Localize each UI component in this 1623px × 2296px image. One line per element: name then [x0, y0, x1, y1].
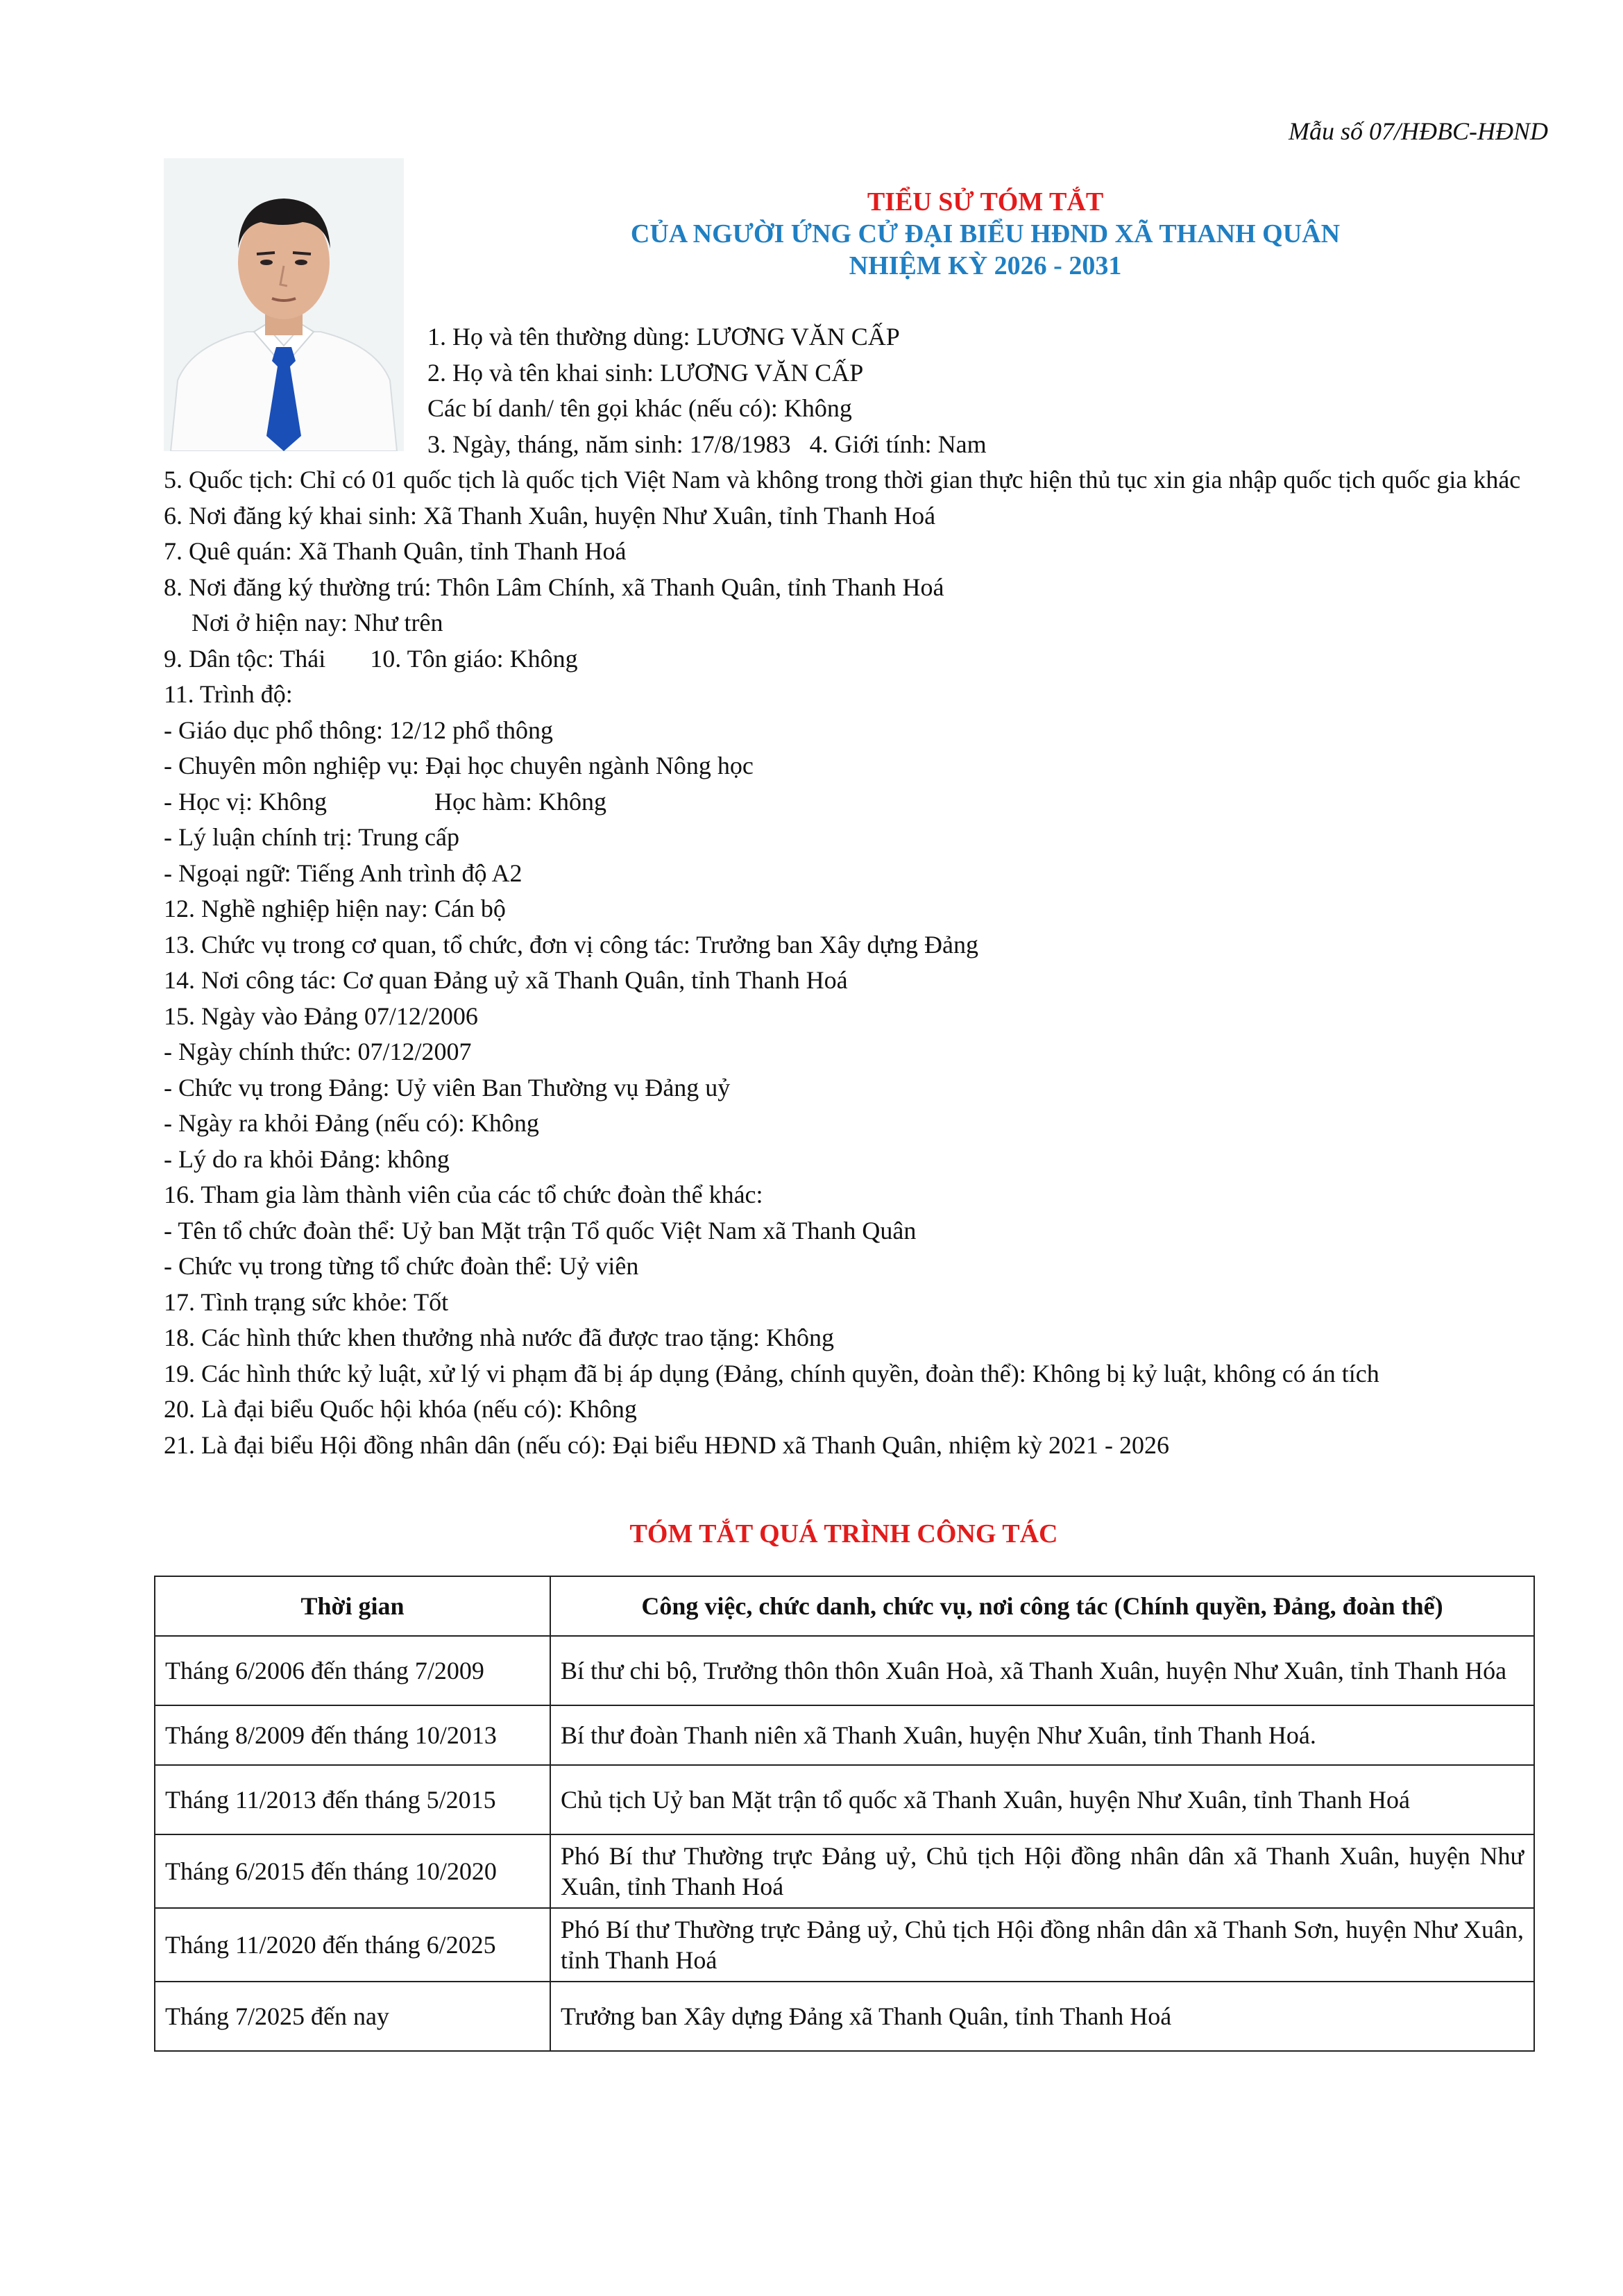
title-line-3: NHIỆM KỲ 2026 - 2031	[849, 251, 1122, 280]
position-cell: Phó Bí thư Thường trực Đảng uỷ, Chủ tịch Hội đồng nhân dân xã Thanh Sơn, huyện Như Xuân, tỉnh Thanh Hoá	[550, 1908, 1534, 1982]
personal-info-main	[164, 462, 1545, 1463]
position-cell: Phó Bí thư Thường trực Đảng uỷ, Chủ tịch Hội đồng nhân dân xã Thanh Xuân, huyện Như Xuân, tỉnh Thanh Hoá	[550, 1834, 1534, 1908]
nationality-row: 5. Quốc tịch: Chỉ có 01 quốc tịch là quốc tịch Việt Nam và không trong thời gian thực hiện thủ tục xin gia nhập quốc tịch quốc gia khác	[164, 466, 1521, 493]
time-cell: Tháng 7/2025 đến nay	[155, 1982, 550, 2051]
time-cell: Tháng 11/2020 đến tháng 6/2025	[155, 1908, 550, 1982]
position-cell: Bí thư đoàn Thanh niên xã Thanh Xuân, huyện Như Xuân, tỉnh Thanh Hoá.	[550, 1705, 1534, 1765]
document-title-block	[486, 186, 1485, 282]
party-position-row: - Chức vụ trong Đảng: Uỷ viên Ban Thường vụ Đảng uỷ	[164, 1073, 731, 1101]
religion: 10. Tôn giáo: Không	[370, 644, 578, 673]
academic-title: Học hàm: Không	[434, 787, 606, 816]
work-history-table	[154, 1576, 1535, 2052]
discipline-row: 19. Các hình thức kỷ luật, xử lý vi phạm đã bị áp dụng (Đảng, chính quyền, đoàn thể): Không bị kỷ luật, không có án tích	[164, 1359, 1379, 1387]
general-education-row: - Giáo dục phổ thông: 12/12 phổ thông	[164, 716, 553, 744]
gender: 4. Giới tính: Nam	[809, 430, 987, 458]
residence-row: 8. Nơi đăng ký thường trú: Thôn Lâm Chính, xã Thanh Quân, tỉnh Thanh Hoá	[164, 573, 944, 601]
table-row	[155, 1636, 1534, 1705]
column-header-time: Thời gian	[155, 1576, 550, 1636]
health-row: 17. Tình trạng sức khỏe: Tốt	[164, 1288, 449, 1316]
party-leave-date-row: - Ngày ra khỏi Đảng (nếu có): Không	[164, 1109, 539, 1137]
position-cell: Bí thư chi bộ, Trưởng thôn thôn Xuân Hoà, xã Thanh Xuân, huyện Như Xuân, tỉnh Thanh Hóa	[550, 1636, 1534, 1705]
organization-position-row: - Chức vụ trong từng tổ chức đoàn thể: Uỷ viên	[164, 1252, 639, 1280]
peoples-council-row: 21. Là đại biểu Hội đồng nhân dân (nếu có): Đại biểu HĐND xã Thanh Quân, nhiệm kỳ 2021 - 2026	[164, 1430, 1170, 1459]
time-cell: Tháng 6/2015 đến tháng 10/2020	[155, 1834, 550, 1908]
position-cell: Trưởng ban Xây dựng Đảng xã Thanh Quân, tỉnh Thanh Hoá	[550, 1982, 1534, 2051]
birthdate: 3. Ngày, tháng, năm sinh: 17/8/1983	[427, 430, 791, 458]
workplace-row: 14. Nơi công tác: Cơ quan Đảng uỷ xã Thanh Quân, tỉnh Thanh Hoá	[164, 966, 848, 994]
alias-row: Các bí danh/ tên gọi khác (nếu có): Không	[427, 394, 852, 422]
birth-name-row: 2. Họ và tên khai sinh: LƯƠNG VĂN CẤP	[427, 358, 864, 387]
table-row	[155, 1982, 1534, 2051]
ethnicity-religion-row	[164, 641, 1545, 677]
education-heading: 11. Trình độ:	[164, 680, 293, 708]
hometown-row: 7. Quê quán: Xã Thanh Quân, tỉnh Thanh Hoá	[164, 537, 627, 565]
table-row	[155, 1908, 1534, 1982]
birth-registration-row: 6. Nơi đăng ký khai sinh: Xã Thanh Xuân, huyện Như Xuân, tỉnh Thanh Hoá	[164, 501, 936, 530]
table-row	[155, 1765, 1534, 1834]
political-theory-row: - Lý luận chính trị: Trung cấp	[164, 823, 459, 851]
awards-row: 18. Các hình thức khen thưởng nhà nước đã được trao tặng: Không	[164, 1324, 834, 1351]
column-header-position: Công việc, chức danh, chức vụ, nơi công tác (Chính quyền, Đảng, đoàn thể)	[550, 1576, 1534, 1636]
full-name-row: 1. Họ và tên thường dùng: LƯƠNG VĂN CẤP	[427, 323, 900, 351]
title-line-2: CỦA NGƯỜI ỨNG CỬ ĐẠI BIỂU HĐND XÃ THANH QUÂN	[630, 219, 1341, 248]
current-address-row: Nơi ở hiện nay: Như trên	[192, 609, 443, 636]
party-leave-reason-row: - Lý do ra khỏi Đảng: không	[164, 1145, 450, 1173]
table-row	[155, 1705, 1534, 1765]
time-cell: Tháng 11/2013 đến tháng 5/2015	[155, 1765, 550, 1834]
time-cell: Tháng 6/2006 đến tháng 7/2009	[155, 1636, 550, 1705]
time-cell: Tháng 8/2009 đến tháng 10/2013	[155, 1705, 550, 1765]
form-code: Mẫu số 07/HĐBC-HĐND	[1289, 117, 1548, 145]
organizations-heading: 16. Tham gia làm thành viên của các tổ chức đoàn thể khác:	[164, 1181, 763, 1208]
foreign-language-row: - Ngoại ngữ: Tiếng Anh trình độ A2	[164, 859, 522, 887]
professional-row: - Chuyên môn nghiệp vụ: Đại học chuyên ngành Nông học	[164, 752, 754, 779]
national-assembly-row: 20. Là đại biểu Quốc hội khóa (nếu có): Không	[164, 1395, 637, 1423]
party-join-row: 15. Ngày vào Đảng 07/12/2006	[164, 1002, 478, 1030]
occupation-row: 12. Nghề nghiệp hiện nay: Cán bộ	[164, 895, 506, 922]
position-cell: Chủ tịch Uỷ ban Mặt trận tổ quốc xã Thanh Xuân, huyện Như Xuân, tỉnh Thanh Hoá	[550, 1765, 1534, 1834]
ethnicity: 9. Dân tộc: Thái	[164, 644, 326, 673]
party-official-row: - Ngày chính thức: 07/12/2007	[164, 1038, 472, 1065]
personal-info-top	[164, 319, 1552, 462]
title-line-1: TIỂU SỬ TÓM TẮT	[867, 187, 1104, 217]
birthdate-gender-row	[164, 427, 1552, 463]
table-header-row	[155, 1576, 1534, 1636]
work-history-title: TÓM TẮT QUÁ TRÌNH CÔNG TÁC	[629, 1519, 1058, 1548]
organization-name-row: - Tên tổ chức đoàn thể: Uỷ ban Mặt trận Tổ quốc Việt Nam xã Thanh Quân	[164, 1216, 917, 1244]
position-row: 13. Chức vụ trong cơ quan, tổ chức, đơn vị công tác: Trưởng ban Xây dựng Đảng	[164, 930, 978, 959]
table-row	[155, 1834, 1534, 1908]
academic-degree: - Học vị: Không	[164, 787, 327, 816]
degree-row	[164, 784, 1545, 820]
